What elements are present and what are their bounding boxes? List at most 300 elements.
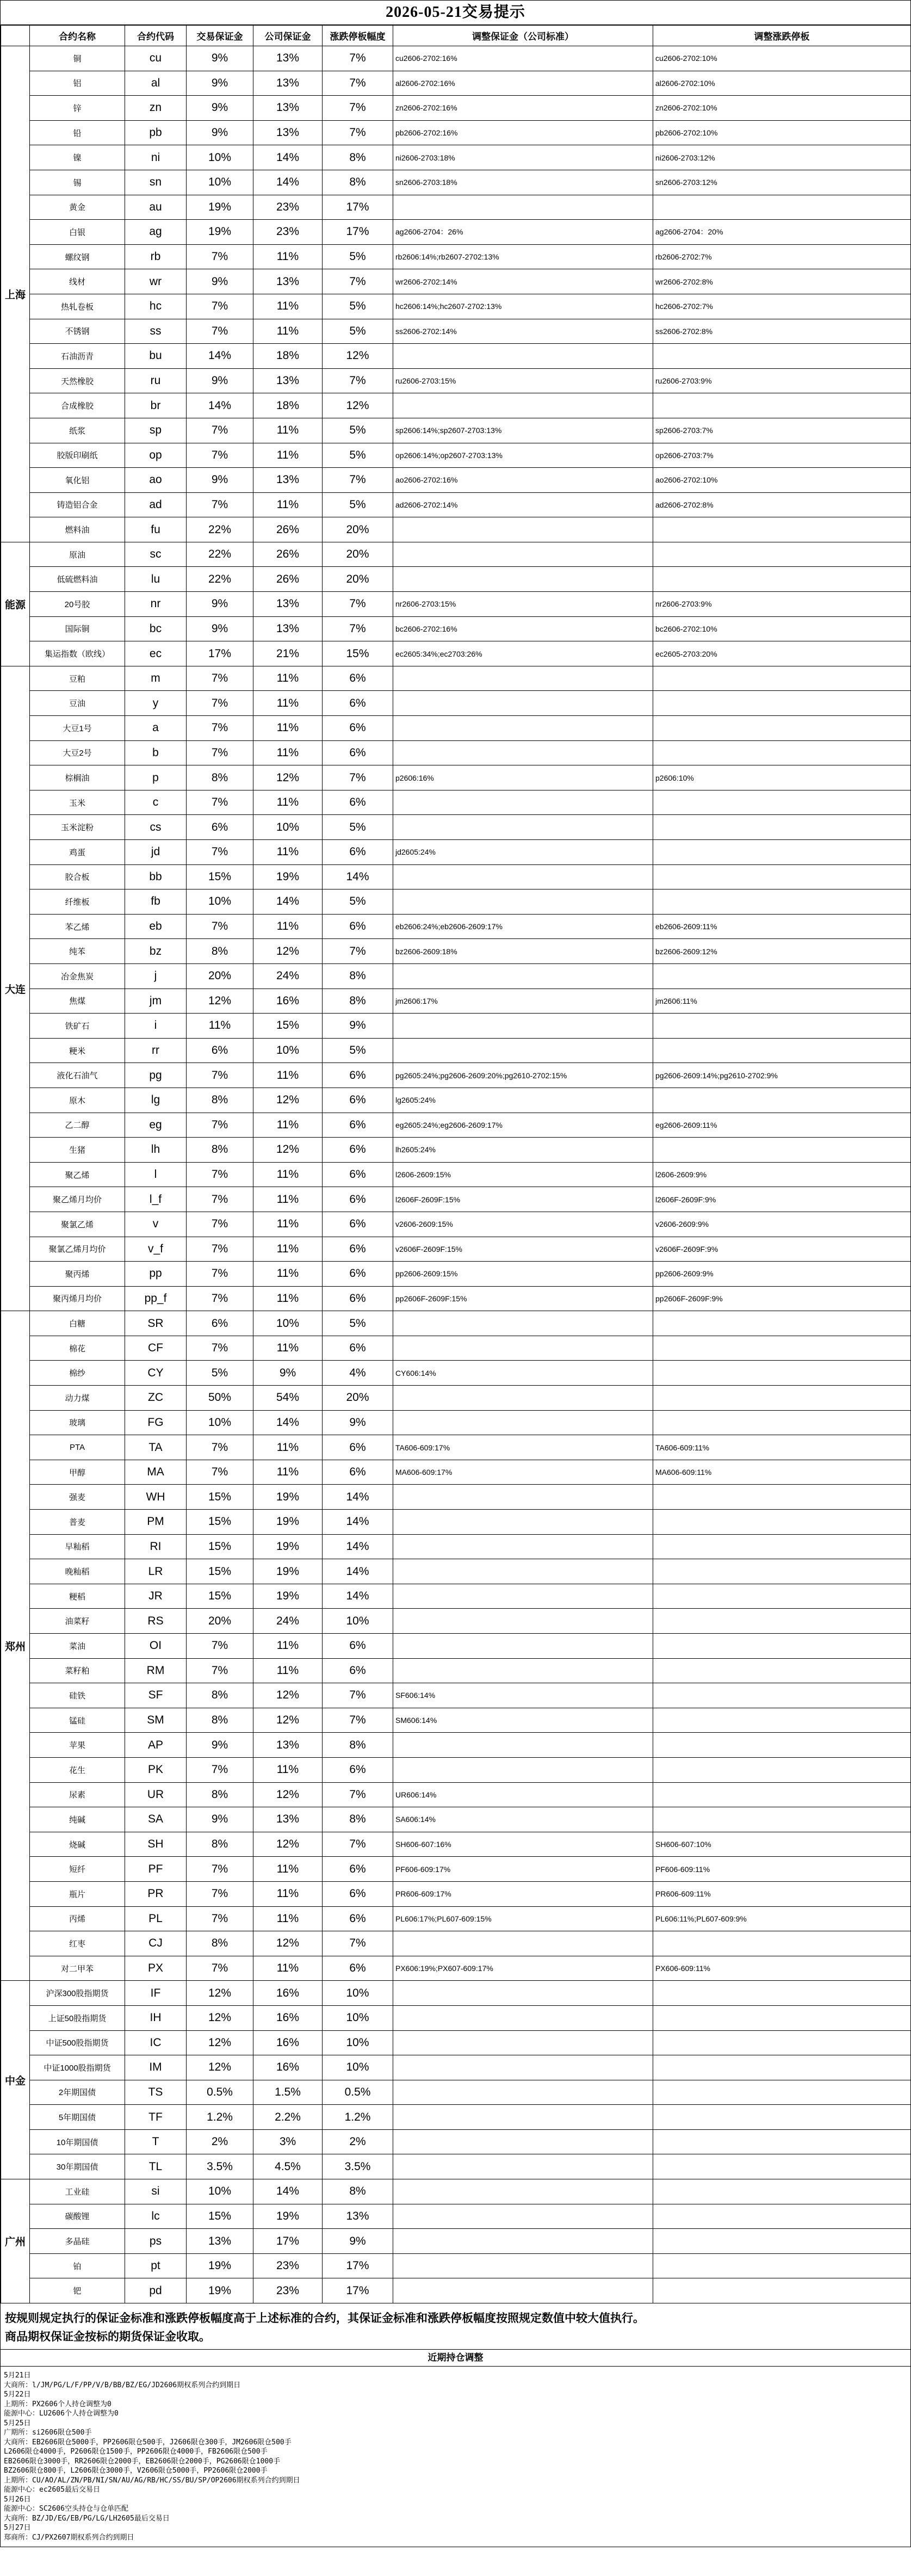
company-margin: 11%: [253, 790, 323, 815]
trading-margin: 7%: [187, 666, 253, 691]
adjusted-limit: v2606-2609:9%: [653, 1212, 911, 1237]
header-price-limit: 涨跌停板幅度: [323, 26, 393, 46]
trading-margin: 15%: [187, 2204, 253, 2229]
adjusted-limit: [653, 2129, 911, 2154]
contract-name: 聚丙烯: [30, 1262, 125, 1287]
contract-code: rr: [125, 1038, 187, 1063]
company-margin: 11%: [253, 1460, 323, 1485]
adjusted-limit: l2606F-2609F:9%: [653, 1187, 911, 1212]
price-limit: 5%: [323, 1038, 393, 1063]
contract-name: 乙二醇: [30, 1113, 125, 1138]
price-limit: 3.5%: [323, 2154, 393, 2179]
price-limit: 8%: [323, 1733, 393, 1758]
price-limit: 7%: [323, 71, 393, 96]
price-limit: 9%: [323, 1410, 393, 1435]
adjusted-margin: sn2606-2703:18%: [393, 170, 653, 195]
table-row: [1, 71, 911, 96]
contract-name: 铜: [30, 46, 125, 71]
trading-margin: 13%: [187, 2229, 253, 2254]
adjusted-limit: [653, 195, 911, 220]
header-trading-margin: 交易保证金: [187, 26, 253, 46]
company-margin: 10%: [253, 815, 323, 840]
price-limit: 2%: [323, 2129, 393, 2154]
table-row: [1, 2129, 911, 2154]
trading-margin: 19%: [187, 2278, 253, 2303]
table-row: [1, 319, 911, 344]
adjusted-limit: ec2605-2703:20%: [653, 641, 911, 666]
trading-margin: 7%: [187, 1286, 253, 1311]
trading-margin: 10%: [187, 170, 253, 195]
adjusted-margin: [393, 716, 653, 741]
adjusted-limit: [653, 1931, 911, 1956]
table-row: [1, 1336, 911, 1361]
adjusted-limit: [653, 1038, 911, 1063]
company-margin: 16%: [253, 2055, 323, 2080]
adjusted-margin: [393, 1510, 653, 1535]
adjusted-limit: jm2606:11%: [653, 989, 911, 1014]
adjusted-limit: op2606-2703:7%: [653, 443, 911, 468]
trading-margin: 14%: [187, 344, 253, 369]
adjusted-limit: TA606-609:11%: [653, 1435, 911, 1460]
table-row: [1, 120, 911, 145]
adjusted-margin: [393, 2129, 653, 2154]
price-limit: 7%: [323, 592, 393, 617]
contract-name: 原木: [30, 1088, 125, 1113]
table-row: [1, 468, 911, 493]
company-margin: 11%: [253, 1113, 323, 1138]
contract-code: bz: [125, 939, 187, 964]
table-row: [1, 542, 911, 567]
contract-code: i: [125, 1014, 187, 1039]
contract-name: 天然橡胶: [30, 368, 125, 393]
adjusted-margin: pg2605:24%;pg2606-2609:20%;pg2610-2702:15%: [393, 1063, 653, 1088]
adjusted-margin: CY606:14%: [393, 1361, 653, 1386]
contract-code: UR: [125, 1782, 187, 1807]
contract-code: RM: [125, 1658, 187, 1683]
trading-margin: 7%: [187, 840, 253, 865]
price-limit: 12%: [323, 393, 393, 418]
price-limit: 5%: [323, 889, 393, 915]
trading-margin: 15%: [187, 1559, 253, 1584]
company-margin: 16%: [253, 2005, 323, 2030]
adjusted-limit: pg2606-2609:14%;pg2610-2702:9%: [653, 1063, 911, 1088]
table-row: [1, 1410, 911, 1435]
contract-code: IF: [125, 1981, 187, 2006]
table-row: [1, 1683, 911, 1708]
adjusted-margin: ao2606-2702:16%: [393, 468, 653, 493]
trading-margin: 12%: [187, 2055, 253, 2080]
adjusted-margin: bz2606-2609:18%: [393, 939, 653, 964]
adjustment-line: 能源中心：LU2606个人持仓调整为0: [4, 2410, 119, 2418]
contract-name: 铂: [30, 2253, 125, 2278]
price-limit: 6%: [323, 740, 393, 765]
price-limit: 8%: [323, 989, 393, 1014]
adjusted-limit: PR606-609:11%: [653, 1881, 911, 1906]
adjusted-limit: [653, 2278, 911, 2303]
contract-code: cu: [125, 46, 187, 71]
adjusted-margin: ag2606-2704：26%: [393, 220, 653, 245]
adjusted-limit: pb2606-2702:10%: [653, 120, 911, 145]
adjusted-margin: l2606-2609:15%: [393, 1162, 653, 1187]
table-row: [1, 1212, 911, 1237]
price-limit: 5%: [323, 815, 393, 840]
adjusted-margin: [393, 2204, 653, 2229]
adjusted-limit: [653, 740, 911, 765]
adjusted-limit: PX606-609:11%: [653, 1956, 911, 1981]
trading-margin: 12%: [187, 1981, 253, 2006]
exchange-label: 大连: [1, 666, 30, 1311]
company-margin: 13%: [253, 592, 323, 617]
table-row: [1, 195, 911, 220]
contract-name: 聚乙烯月均价: [30, 1187, 125, 1212]
adjusted-limit: cu2606-2702:10%: [653, 46, 911, 71]
adjusted-margin: [393, 517, 653, 542]
price-limit: 7%: [323, 96, 393, 121]
contract-code: SA: [125, 1807, 187, 1832]
contract-name: 集运指数（欧线）: [30, 641, 125, 666]
contract-code: jd: [125, 840, 187, 865]
contract-name: 红枣: [30, 1931, 125, 1956]
contract-code: RS: [125, 1609, 187, 1634]
trading-margin: 22%: [187, 517, 253, 542]
contract-name: 生猪: [30, 1138, 125, 1163]
adjusted-limit: [653, 1981, 911, 2006]
contract-code: j: [125, 963, 187, 989]
adjusted-limit: [653, 864, 911, 889]
exchange-label: 广州: [1, 2179, 30, 2303]
company-margin: 9%: [253, 1361, 323, 1386]
trading-margin: 7%: [187, 1237, 253, 1262]
contract-code: CJ: [125, 1931, 187, 1956]
contract-name: 2年期国债: [30, 2080, 125, 2105]
contract-name: 纸浆: [30, 418, 125, 443]
price-limit: 17%: [323, 2253, 393, 2278]
trading-margin: 20%: [187, 1609, 253, 1634]
table-row: [1, 1435, 911, 1460]
adjusted-limit: hc2606-2702:7%: [653, 294, 911, 319]
company-margin: 11%: [253, 244, 323, 269]
contract-code: PM: [125, 1510, 187, 1535]
adjusted-limit: rb2606-2702:7%: [653, 244, 911, 269]
adjusted-margin: [393, 1559, 653, 1584]
contract-code: rb: [125, 244, 187, 269]
company-margin: 11%: [253, 1286, 323, 1311]
table-row: [1, 1386, 911, 1411]
trading-margin: 12%: [187, 2005, 253, 2030]
table-row: [1, 1559, 911, 1584]
adjusted-limit: [653, 1634, 911, 1659]
contract-name: 晚籼稻: [30, 1559, 125, 1584]
contract-name: 玻璃: [30, 1410, 125, 1435]
price-limit: 14%: [323, 1485, 393, 1510]
trading-margin: 19%: [187, 2253, 253, 2278]
adjusted-limit: [653, 567, 911, 592]
table-row: [1, 2105, 911, 2130]
company-margin: 13%: [253, 368, 323, 393]
company-margin: 12%: [253, 765, 323, 790]
contract-name: 棉花: [30, 1336, 125, 1361]
adjusted-limit: ru2606-2703:9%: [653, 368, 911, 393]
contract-code: sn: [125, 170, 187, 195]
price-limit: 6%: [323, 716, 393, 741]
contract-code: p: [125, 765, 187, 790]
contract-name: 对二甲苯: [30, 1956, 125, 1981]
contract-code: lu: [125, 567, 187, 592]
price-limit: 10%: [323, 2055, 393, 2080]
adjusted-limit: [653, 1782, 911, 1807]
company-margin: 16%: [253, 989, 323, 1014]
adjusted-limit: PF606-609:11%: [653, 1857, 911, 1882]
adjusted-limit: [653, 1807, 911, 1832]
adjusted-limit: [653, 1510, 911, 1535]
contract-code: AP: [125, 1733, 187, 1758]
price-limit: 10%: [323, 2030, 393, 2055]
company-margin: 11%: [253, 691, 323, 716]
contract-name: 棉纱: [30, 1361, 125, 1386]
adjustment-line: 上期所：PX2606个人持仓调整为0: [4, 2400, 111, 2408]
adjusted-margin: [393, 1733, 653, 1758]
adjusted-margin: [393, 393, 653, 418]
price-limit: 6%: [323, 914, 393, 939]
adjusted-margin: [393, 790, 653, 815]
company-margin: 19%: [253, 1485, 323, 1510]
trading-margin: 8%: [187, 1708, 253, 1733]
table-row: [1, 1038, 911, 1063]
price-limit: 20%: [323, 517, 393, 542]
adjusted-limit: [653, 1386, 911, 1411]
contract-name: 碳酸锂: [30, 2204, 125, 2229]
adjusted-margin: [393, 567, 653, 592]
contract-code: cs: [125, 815, 187, 840]
contract-name: 烧碱: [30, 1832, 125, 1857]
table-row: [1, 914, 911, 939]
contract-name: 苹果: [30, 1733, 125, 1758]
exchange-label: 能源: [1, 542, 30, 666]
company-margin: 14%: [253, 170, 323, 195]
trading-margin: 12%: [187, 989, 253, 1014]
contract-code: ZC: [125, 1386, 187, 1411]
trading-margin: 7%: [187, 1956, 253, 1981]
contract-code: TF: [125, 2105, 187, 2130]
price-limit: 14%: [323, 864, 393, 889]
table-row: [1, 1658, 911, 1683]
trading-margin: 6%: [187, 1038, 253, 1063]
company-margin: 12%: [253, 1782, 323, 1807]
contract-code: ad: [125, 492, 187, 517]
contract-code: PR: [125, 1881, 187, 1906]
price-limit: 8%: [323, 1807, 393, 1832]
header-contract-code: 合约代码: [125, 26, 187, 46]
company-margin: 14%: [253, 145, 323, 170]
table-row: [1, 2253, 911, 2278]
trading-margin: 8%: [187, 1782, 253, 1807]
adjusted-margin: [393, 2030, 653, 2055]
trading-margin: 12%: [187, 2030, 253, 2055]
trading-margin: 8%: [187, 1931, 253, 1956]
contract-code: CF: [125, 1336, 187, 1361]
company-margin: 12%: [253, 939, 323, 964]
trading-margin: 50%: [187, 1386, 253, 1411]
adjusted-limit: PL606:11%;PL607-609:9%: [653, 1906, 911, 1931]
company-margin: 11%: [253, 740, 323, 765]
header-company-margin: 公司保证金: [253, 26, 323, 46]
contract-name: 镍: [30, 145, 125, 170]
trading-margin: 7%: [187, 1187, 253, 1212]
note-line: 按规则规定执行的保证金标准和涨跌停板幅度高于上述标准的合约，其保证金标准和涨跌停板幅度按照规定数值中较大值执行。: [5, 2312, 644, 2325]
trading-margin: 9%: [187, 46, 253, 71]
contract-code: lg: [125, 1088, 187, 1113]
adjusted-margin: bc2606-2702:16%: [393, 616, 653, 641]
adjusted-limit: [653, 542, 911, 567]
company-margin: 19%: [253, 1584, 323, 1609]
company-margin: 12%: [253, 1931, 323, 1956]
table-row: [1, 1088, 911, 1113]
adjusted-margin: pp2606F-2609F:15%: [393, 1286, 653, 1311]
table-row: [1, 269, 911, 294]
contract-name: 焦煤: [30, 989, 125, 1014]
trading-margin: 7%: [187, 443, 253, 468]
contract-code: RI: [125, 1534, 187, 1559]
trading-margin: 7%: [187, 1435, 253, 1460]
trading-margin: 10%: [187, 145, 253, 170]
adjusted-margin: [393, 1038, 653, 1063]
trading-margin: 7%: [187, 1460, 253, 1485]
adjusted-limit: [653, 517, 911, 542]
contract-name: 鸡蛋: [30, 840, 125, 865]
adjusted-margin: [393, 740, 653, 765]
position-adjustment-list: [1, 2367, 910, 2547]
price-limit: 9%: [323, 1014, 393, 1039]
adjusted-margin: [393, 1311, 653, 1336]
trading-margin: 7%: [187, 716, 253, 741]
adjusted-margin: [393, 691, 653, 716]
adjustment-line: 能源中心：ec2605最后交易日: [4, 2486, 100, 2494]
adjusted-margin: [393, 1634, 653, 1659]
trading-margin: 7%: [187, 1634, 253, 1659]
contract-name: 铅: [30, 120, 125, 145]
table-row: [1, 616, 911, 641]
contract-code: IC: [125, 2030, 187, 2055]
contract-name: 纯苯: [30, 939, 125, 964]
adjusted-margin: [393, 2179, 653, 2204]
adjusted-margin: [393, 2055, 653, 2080]
trading-margin: 9%: [187, 616, 253, 641]
company-margin: 11%: [253, 1857, 323, 1882]
contract-name: 中证1000股指期货: [30, 2055, 125, 2080]
trading-margin: 17%: [187, 641, 253, 666]
company-margin: 17%: [253, 2229, 323, 2254]
company-margin: 16%: [253, 1981, 323, 2006]
table-row: [1, 2179, 911, 2204]
table-row: [1, 1460, 911, 1485]
contract-name: 20号胶: [30, 592, 125, 617]
contract-code: zn: [125, 96, 187, 121]
trading-margin: 19%: [187, 195, 253, 220]
company-margin: 13%: [253, 269, 323, 294]
contract-name: 丙烯: [30, 1906, 125, 1931]
contract-name: 白银: [30, 220, 125, 245]
trading-margin: 9%: [187, 120, 253, 145]
trading-margin: 5%: [187, 1361, 253, 1386]
contract-code: fu: [125, 517, 187, 542]
price-limit: 20%: [323, 1386, 393, 1411]
company-margin: 4.5%: [253, 2154, 323, 2179]
contract-code: IH: [125, 2005, 187, 2030]
adjusted-limit: [653, 2005, 911, 2030]
company-margin: 11%: [253, 443, 323, 468]
table-row: [1, 740, 911, 765]
table-row: [1, 989, 911, 1014]
adjusted-limit: [653, 1311, 911, 1336]
trading-margin: 10%: [187, 889, 253, 915]
contract-code: lc: [125, 2204, 187, 2229]
company-margin: 11%: [253, 1435, 323, 1460]
adjusted-limit: [653, 1559, 911, 1584]
company-margin: 10%: [253, 1038, 323, 1063]
adjusted-limit: [653, 1733, 911, 1758]
contract-code: pp_f: [125, 1286, 187, 1311]
trading-margin: 6%: [187, 1311, 253, 1336]
trading-margin: 7%: [187, 1063, 253, 1088]
price-limit: 10%: [323, 1981, 393, 2006]
trading-margin: 0.5%: [187, 2080, 253, 2105]
contract-code: MA: [125, 1460, 187, 1485]
price-limit: 6%: [323, 1460, 393, 1485]
price-limit: 6%: [323, 1757, 393, 1782]
contract-code: ss: [125, 319, 187, 344]
contract-code: c: [125, 790, 187, 815]
price-limit: 6%: [323, 1658, 393, 1683]
exchange-label: 郑州: [1, 1311, 30, 1981]
adjusted-margin: v2606-2609:15%: [393, 1212, 653, 1237]
table-row: [1, 294, 911, 319]
trading-margin: 8%: [187, 939, 253, 964]
price-limit: 5%: [323, 443, 393, 468]
trading-margin: 10%: [187, 2179, 253, 2204]
header-contract-name: 合约名称: [30, 26, 125, 46]
company-margin: 11%: [253, 492, 323, 517]
price-limit: 7%: [323, 1931, 393, 1956]
note-line: 商品期权保证金按标的期货保证金收取。: [5, 2330, 210, 2344]
adjusted-margin: lh2605:24%: [393, 1138, 653, 1163]
contract-name: 纤维板: [30, 889, 125, 915]
table-row: [1, 1956, 911, 1981]
price-limit: 6%: [323, 1956, 393, 1981]
adjusted-margin: op2606:14%;op2607-2703:13%: [393, 443, 653, 468]
adjusted-limit: ni2606-2703:12%: [653, 145, 911, 170]
adjusted-margin: p2606:16%: [393, 765, 653, 790]
price-limit: 6%: [323, 1138, 393, 1163]
contract-name: 粳米: [30, 1038, 125, 1063]
contract-name: 黄金: [30, 195, 125, 220]
price-limit: 17%: [323, 195, 393, 220]
table-row: [1, 1832, 911, 1857]
contract-code: bb: [125, 864, 187, 889]
adjusted-limit: sn2606-2703:12%: [653, 170, 911, 195]
table-row: [1, 641, 911, 666]
company-margin: 23%: [253, 195, 323, 220]
trading-margin: 7%: [187, 740, 253, 765]
company-margin: 23%: [253, 220, 323, 245]
table-row: [1, 96, 911, 121]
table-row: [1, 1584, 911, 1609]
table-row: [1, 1138, 911, 1163]
price-limit: 6%: [323, 1088, 393, 1113]
adjusted-limit: [653, 393, 911, 418]
contract-name: 30年期国债: [30, 2154, 125, 2179]
adjusted-margin: [393, 2080, 653, 2105]
adjusted-margin: [393, 1410, 653, 1435]
